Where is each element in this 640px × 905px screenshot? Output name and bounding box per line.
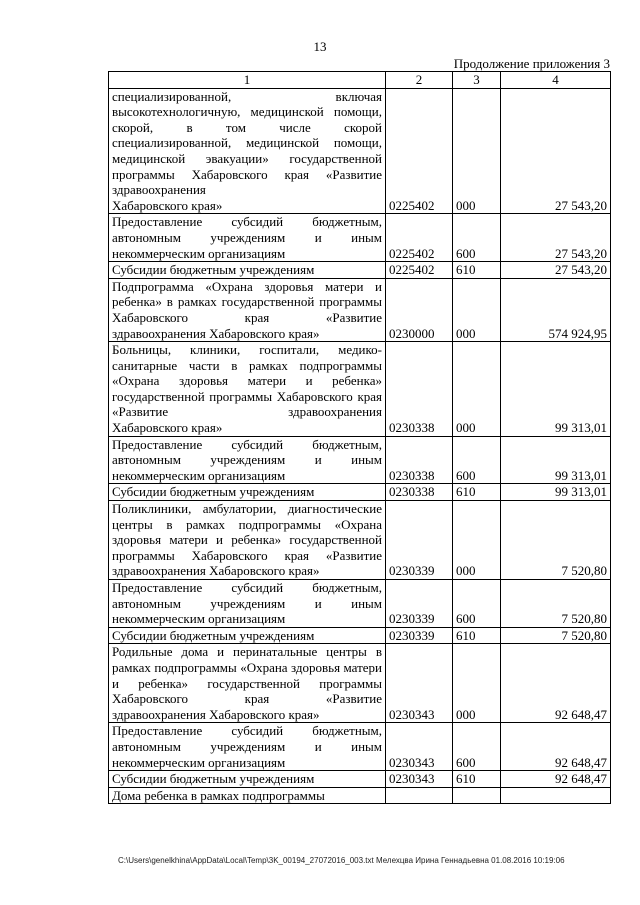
row-type: 600: [453, 723, 501, 771]
description-line: Предоставление субсидий бюджетным,: [112, 214, 382, 230]
description-line: некоммерческим организациям: [112, 245, 286, 261]
row-type: 600: [453, 580, 501, 628]
description-line: государственной программы Хабаровского: [112, 150, 382, 182]
description-line: государственной программы Хабаровского: [112, 388, 353, 404]
description-line: Предоставление субсидий бюджетным,: [112, 436, 382, 452]
description-line: Хабаровского края»: [112, 420, 223, 436]
description-line: края «Развитие здравоохранения: [112, 388, 383, 420]
row-type: 600: [453, 214, 501, 262]
description-line: ребенка» государственной программы: [112, 532, 383, 563]
table-row: [109, 501, 611, 580]
row-amount: 92 648,47: [501, 771, 611, 788]
row-type: 000: [453, 342, 501, 437]
table-body: [109, 88, 611, 804]
description-line: здравоохранения Хабаровского края»: [112, 325, 320, 341]
row-description: [109, 580, 386, 628]
description-line: Хабаровского края «Развитие: [191, 547, 383, 563]
table-row: [109, 436, 611, 484]
row-description: [109, 787, 386, 804]
description-line: программы Хабаровского края «Развитие: [112, 675, 383, 707]
row-code: 0230339: [386, 627, 453, 644]
footer-file-path: C:\Users\genelkhina\AppData\Local\Temp\3K_00194_27072016_003.txt Мелехцва Ирина Геннадьевна 01.08.2016 10:19:06: [118, 856, 565, 865]
row-code: 0225402: [386, 262, 453, 279]
row-code: 0230338: [386, 342, 453, 437]
header-col-4: 4: [501, 72, 611, 89]
description-line: здравоохранения Хабаровского края»: [112, 706, 320, 722]
description-line: некоммерческим организациям: [112, 467, 286, 483]
row-type: 000: [453, 278, 501, 341]
row-type: 000: [453, 501, 501, 580]
row-code: 0225402: [386, 88, 453, 214]
description-line: Предоставление субсидий бюджетным,: [112, 723, 382, 739]
description-line: Дома ребенка в рамках подпрограммы: [112, 787, 325, 803]
row-amount: 27 543,20: [501, 214, 611, 262]
description-line: Хабаровского края»: [112, 197, 223, 213]
table-row: [109, 88, 611, 214]
description-line: Родильные дома и перинатальные центры в: [112, 644, 382, 660]
continuation-label: Продолжение приложения 3: [453, 56, 610, 71]
row-code: 0230343: [386, 771, 453, 788]
table-row: [109, 484, 611, 501]
budget-table: [108, 71, 611, 804]
row-description: [109, 262, 386, 279]
description-line: Больницы, клиники, госпитали, медико-: [112, 342, 382, 358]
table-header-row: [109, 72, 611, 89]
row-amount: 27 543,20: [501, 262, 611, 279]
row-code: 0230339: [386, 580, 453, 628]
description-line: здравоохранения Хабаровского края»: [112, 563, 320, 579]
description-line: подпрограммы «Охрана здоровья матери и: [112, 516, 382, 548]
row-type: 610: [453, 771, 501, 788]
row-amount: 92 648,47: [501, 644, 611, 723]
row-description: [109, 723, 386, 771]
description-line: Субсидии бюджетным учреждениям: [112, 484, 315, 500]
row-code: [386, 787, 453, 804]
description-line: программы Хабаровского края «Развитие: [112, 294, 382, 325]
description-line: ребенка» в рамках государственной: [112, 294, 315, 310]
description-line: санитарные части в рамках подпрограммы: [112, 357, 382, 373]
row-description: [109, 501, 386, 580]
description-line: некоммерческим организациям: [112, 611, 286, 627]
description-line: «Охрана здоровья матери и ребенка»: [112, 373, 382, 389]
row-description: [109, 278, 386, 341]
description-line: автономным учреждениям и иным: [112, 738, 382, 754]
row-amount: 7 520,80: [501, 627, 611, 644]
row-amount: 99 313,01: [501, 342, 611, 437]
table-row: [109, 342, 611, 437]
description-line: специализированной, включая: [112, 88, 382, 104]
description-line: высокотехнологичную, медицинской: [112, 104, 324, 120]
table-row: [109, 627, 611, 644]
description-line: некоммерческим организациям: [112, 754, 286, 770]
row-type: 000: [453, 88, 501, 214]
table-row: [109, 262, 611, 279]
table-row: [109, 723, 611, 771]
description-line: матери и ребенка» государственной: [112, 659, 382, 691]
row-type: [453, 787, 501, 804]
description-line: рамках подпрограммы «Охрана здоровья: [112, 659, 341, 675]
row-description: [109, 88, 386, 214]
header-col-3: 3: [453, 72, 501, 89]
row-type: 610: [453, 262, 501, 279]
description-line: края «Развитие здравоохранения: [112, 166, 382, 198]
description-line: Субсидии бюджетным учреждениям: [112, 262, 315, 278]
row-code: 0230338: [386, 436, 453, 484]
row-code: 0230000: [386, 278, 453, 341]
table-row: [109, 787, 611, 804]
row-description: [109, 484, 386, 501]
header-col-1: 1: [109, 72, 386, 89]
row-code: 0230343: [386, 644, 453, 723]
page-number: 13: [313, 39, 327, 54]
row-amount: 92 648,47: [501, 723, 611, 771]
row-type: 000: [453, 644, 501, 723]
description-line: Субсидии бюджетным учреждениям: [112, 627, 315, 643]
row-code: 0230339: [386, 501, 453, 580]
header-col-2: 2: [386, 72, 453, 89]
description-line: автономным учреждениям и иным: [112, 229, 382, 245]
row-code: 0230343: [386, 723, 453, 771]
description-line: Подпрограмма «Охрана здоровья матери и: [112, 278, 382, 294]
table-row: [109, 644, 611, 723]
row-code: 0225402: [386, 214, 453, 262]
table-row: [109, 771, 611, 788]
description-line: помощи, медицинской эвакуации»: [112, 135, 382, 166]
row-amount: 574 924,95: [501, 278, 611, 341]
row-amount: 7 520,80: [501, 580, 611, 628]
description-line: Предоставление субсидий бюджетным,: [112, 580, 382, 595]
description-line: автономным учреждениям и иным: [112, 452, 382, 468]
table-row: [109, 214, 611, 262]
row-amount: 99 313,01: [501, 484, 611, 501]
description-line: Субсидии бюджетным учреждениям: [112, 771, 315, 787]
row-code: 0230338: [386, 484, 453, 501]
description-line: специализированной, медицинской: [112, 135, 320, 151]
row-description: [109, 436, 386, 484]
row-description: [109, 627, 386, 644]
description-line: помощи, скорой, в том числе скорой: [112, 104, 383, 135]
row-type: 600: [453, 436, 501, 484]
row-amount: 99 313,01: [501, 436, 611, 484]
row-description: [109, 214, 386, 262]
row-description: [109, 342, 386, 437]
row-amount: 27 543,20: [501, 88, 611, 214]
description-line: диагностические центры в рамках: [112, 501, 382, 532]
row-amount: [501, 787, 611, 804]
description-line: Поликлиники, амбулатории,: [112, 501, 277, 517]
table-row: [109, 278, 611, 341]
row-amount: 7 520,80: [501, 501, 611, 580]
table-row: [109, 580, 611, 628]
row-type: 610: [453, 484, 501, 501]
row-description: [109, 771, 386, 788]
row-type: 610: [453, 627, 501, 644]
description-line: автономным учреждениям и иным: [112, 595, 382, 611]
row-description: [109, 644, 386, 723]
